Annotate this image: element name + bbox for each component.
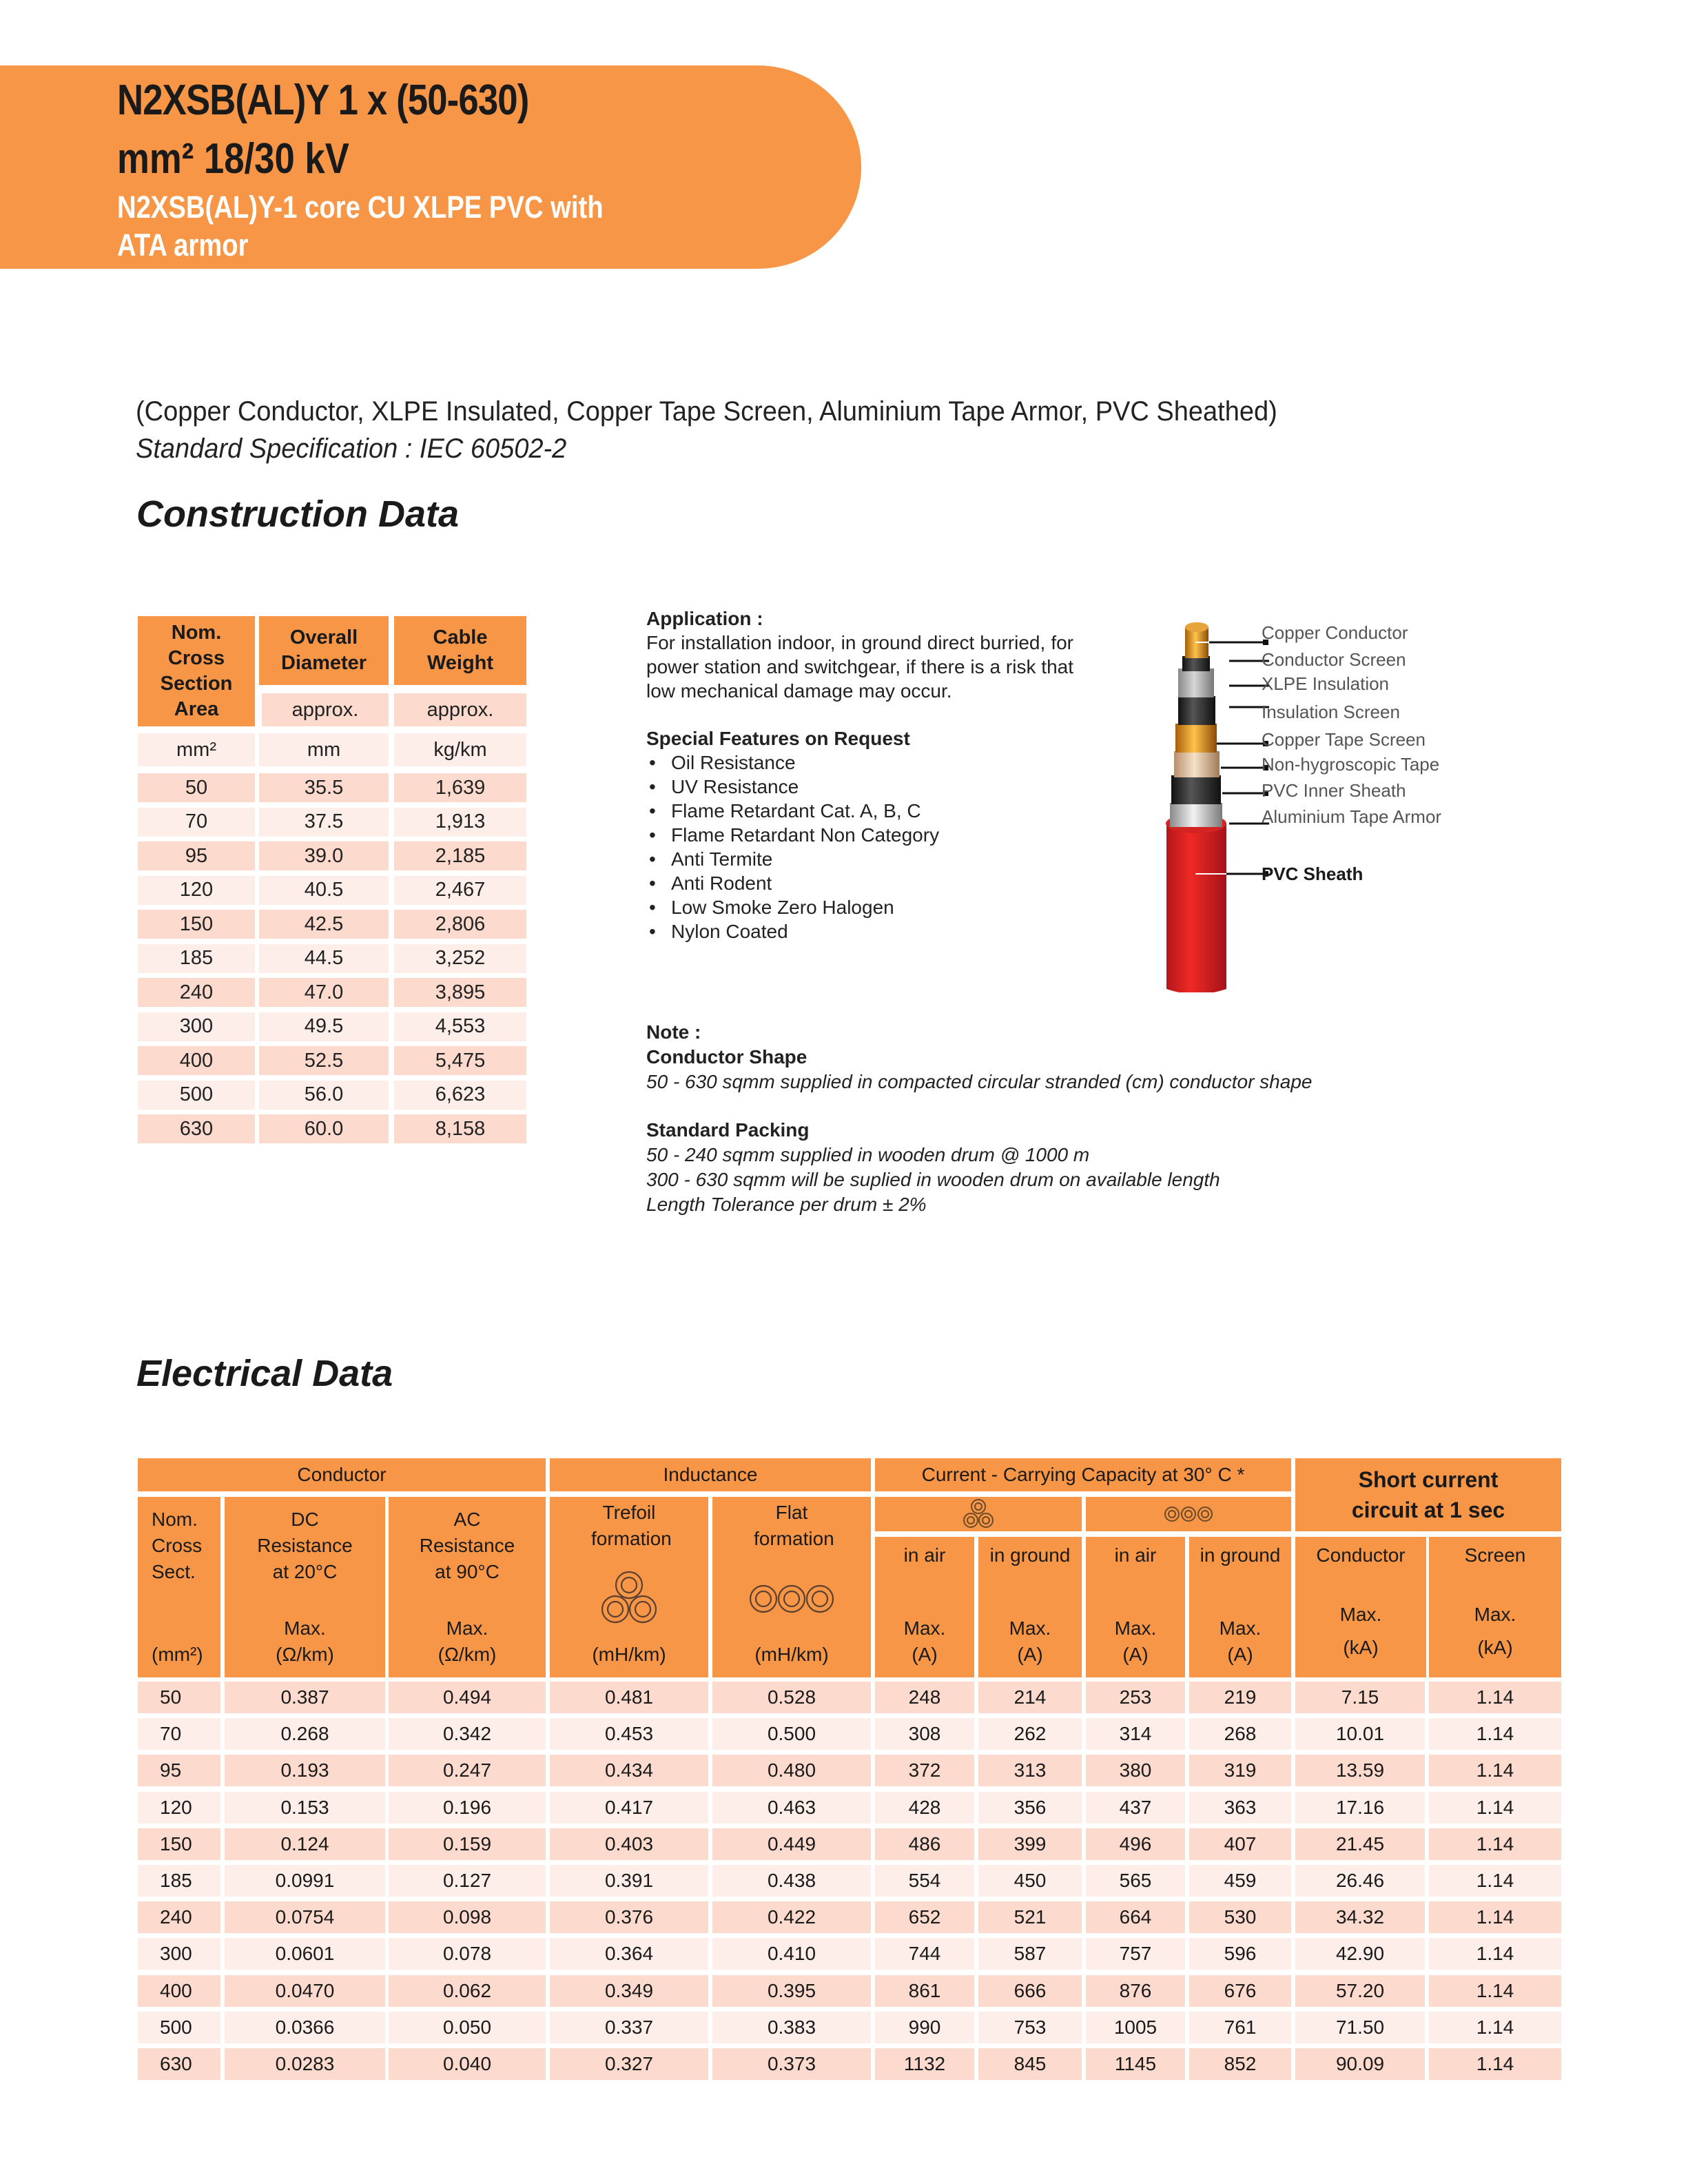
table-cell: 0.268 [225,1718,385,1750]
table-cell: 0.417 [550,1792,708,1824]
table-cell: 300 [138,1938,220,1970]
table-cell: 630 [138,1114,255,1143]
table-cell: 4,553 [394,1012,526,1041]
table-cell: 0.0470 [225,1975,385,2007]
table-cell: 380 [1086,1755,1185,1786]
table-cell: 596 [1189,1938,1291,1970]
table-cell: 1.14 [1429,1718,1561,1750]
special-features-title: Special Features on Request [646,728,910,749]
col-header-in-ground-trefoil: in ground Max. (A) [978,1537,1082,1677]
application-label: Application : [646,608,763,629]
table-cell: 500 [138,1081,255,1110]
table-cell: 0.434 [550,1755,708,1786]
table-cell: 300 [138,1012,255,1041]
table-cell: 0.098 [389,1901,546,1933]
table-cell: 0.395 [712,1975,871,2007]
col-header-trefoil: Trefoil formation (mH/km) [550,1497,708,1677]
table-cell: 876 [1086,1975,1185,2007]
table-cell: 2,467 [394,876,526,905]
feature-item: • Flame Retardant Non Category [646,823,1073,847]
table-cell: 990 [875,2012,974,2043]
table-cell: 407 [1189,1828,1291,1860]
table-cell: 248 [875,1682,974,1713]
table-cell: 42.5 [259,910,389,939]
flat-formation-icon [749,1584,834,1614]
table-cell: 0.500 [712,1718,871,1750]
flat-formation-cell [1086,1497,1291,1531]
feature-item: • Oil Resistance [646,750,1073,775]
table-cell: 1.14 [1429,2048,1561,2080]
table-cell: 0.247 [389,1755,546,1786]
table-cell: 1145 [1086,2048,1185,2080]
col-header-flat: Flat formation (mH/km) [712,1497,871,1677]
product-title-voltage: mm² 18/30 kV [117,135,349,183]
table-cell: 400 [138,1046,255,1075]
table-cell: 554 [875,1865,974,1897]
feature-item: • Low Smoke Zero Halogen [646,895,1073,919]
table-cell: 356 [978,1792,1082,1824]
table-cell: 0.0754 [225,1901,385,1933]
table-cell: 530 [1189,1901,1291,1933]
table-cell: 49.5 [259,1012,389,1041]
conductor-shape-title: Conductor Shape [646,1046,807,1068]
table-cell: 630 [138,2048,220,2080]
table-cell: 7.15 [1295,1682,1425,1713]
table-cell: 8,158 [394,1114,526,1143]
table-cell: 1005 [1086,2012,1185,2043]
table-cell: 52.5 [259,1046,389,1075]
table-cell: 56.0 [259,1081,389,1110]
packing-line: 50 - 240 sqmm supplied in wooden drum @ 1000 m [646,1144,1090,1165]
table-cell: 39.0 [259,841,389,870]
table-cell: 21.45 [1295,1828,1425,1860]
table-cell: 0.196 [389,1792,546,1824]
feature-item: • UV Resistance [646,775,1073,799]
table-cell: 399 [978,1828,1082,1860]
table-cell: 0.0991 [225,1865,385,1897]
table-cell: 1.14 [1429,1901,1561,1933]
table-cell: 2,185 [394,841,526,870]
table-cell: 60.0 [259,1114,389,1143]
table-cell: 0.193 [225,1755,385,1786]
table-cell: 0.127 [389,1865,546,1897]
col-header-nom-cross-section: Nom. Cross Section Area [138,616,255,726]
table-cell: 0.463 [712,1792,871,1824]
layer-label-copper-tape-screen: Copper Tape Screen [1262,729,1426,750]
table-cell: 0.0601 [225,1938,385,1970]
table-cell: 1.14 [1429,1755,1561,1786]
table-cell: 852 [1189,2048,1291,2080]
notes-section [646,1020,1542,1217]
table-cell: 40.5 [259,876,389,905]
col-header-ac-resistance: AC Resistance at 90°C Max. (Ω/km) [389,1497,546,1677]
table-cell: 1132 [875,2048,974,2080]
table-cell: 486 [875,1828,974,1860]
table-cell: 214 [978,1682,1082,1713]
unit-cell: mm² [138,733,255,766]
table-cell: 253 [1086,1682,1185,1713]
table-cell: 1.14 [1429,2012,1561,2043]
table-cell: 240 [138,1901,220,1933]
table-cell: 34.32 [1295,1901,1425,1933]
product-description [136,393,1379,467]
table-cell: 1,913 [394,808,526,837]
table-cell: 652 [875,1901,974,1933]
layer-label-insulation-screen: Insulation Screen [1262,702,1400,722]
table-cell: 6,623 [394,1081,526,1110]
table-cell: 459 [1189,1865,1291,1897]
table-cell: 757 [1086,1938,1185,1970]
table-cell: 120 [138,876,255,905]
table-cell: 0.349 [550,1975,708,2007]
trefoil-formation-icon [962,1498,995,1530]
table-cell: 50 [138,1682,220,1713]
table-cell: 664 [1086,1901,1185,1933]
table-cell: 0.422 [712,1901,871,1933]
table-cell: 0.494 [389,1682,546,1713]
layer-label-pvc-sheath: PVC Sheath [1262,864,1364,884]
table-cell: 0.449 [712,1828,871,1860]
table-cell: 13.59 [1295,1755,1425,1786]
col-header-in-air-flat: in air Max. (A) [1086,1537,1185,1677]
packing-line: Length Tolerance per drum ± 2% [646,1194,927,1215]
table-cell: 0.040 [389,2048,546,2080]
table-cell: 0.050 [389,2012,546,2043]
table-cell: 35.5 [259,773,389,802]
table-cell: 185 [138,1865,220,1897]
table-cell: 2,806 [394,910,526,939]
table-cell: 0.528 [712,1682,871,1713]
table-cell: 50 [138,773,255,802]
table-cell: 0.453 [550,1718,708,1750]
table-cell: 3,895 [394,978,526,1007]
table-cell: 0.373 [712,2048,871,2080]
table-cell: 90.09 [1295,2048,1425,2080]
feature-item: • Anti Termite [646,847,1073,871]
table-cell: 676 [1189,1975,1291,2007]
col-header-cable-weight: Cable Weight [394,616,526,685]
table-cell: 0.438 [712,1865,871,1897]
table-cell: 308 [875,1718,974,1750]
table-cell: 70 [138,808,255,837]
col-header-in-air-trefoil: in air Max. (A) [875,1537,974,1677]
table-cell: 0.153 [225,1792,385,1824]
table-cell: 1.14 [1429,1865,1561,1897]
table-cell: 10.01 [1295,1718,1425,1750]
table-cell: 120 [138,1792,220,1824]
electrical-data-heading: Electrical Data [136,1353,393,1394]
table-cell: 0.0283 [225,2048,385,2080]
layer-label-xlpe-insulation: XLPE Insulation [1262,673,1390,694]
table-cell: 95 [138,1755,220,1786]
table-cell: 450 [978,1865,1082,1897]
col-header-nom-cross-sect: Nom. Cross Sect. (mm²) [138,1497,220,1677]
table-cell: 363 [1189,1792,1291,1824]
col-header-overall-diameter: Overall Diameter [259,616,389,685]
table-cell: 845 [978,2048,1082,2080]
table-cell: 500 [138,2012,220,2043]
table-cell: 150 [138,1828,220,1860]
layer-label-aluminium-tape-armor: Aluminium Tape Armor [1262,806,1442,827]
packing-line: 300 - 630 sqmm will be suplied in wooden drum on available length [646,1169,1220,1190]
table-cell: 42.90 [1295,1938,1425,1970]
table-cell: 26.46 [1295,1865,1425,1897]
table-cell: 150 [138,910,255,939]
table-cell: 47.0 [259,978,389,1007]
layer-label-non-hygroscopic-tape: Non-hygroscopic Tape [1262,754,1440,775]
group-header-short-circuit: Short current circuit at 1 sec [1295,1458,1561,1531]
standard-spec: Standard Specification : IEC 60502-2 [136,433,567,464]
table-cell: 262 [978,1718,1082,1750]
table-cell: 0.337 [550,2012,708,2043]
table-cell: 0.062 [389,1975,546,2007]
table-cell: 0.364 [550,1938,708,1970]
table-cell: 0.327 [550,2048,708,2080]
table-cell: 1.14 [1429,1828,1561,1860]
special-features-list [646,750,1073,943]
table-cell: 437 [1086,1792,1185,1824]
table-cell: 0.387 [225,1682,385,1713]
col-header-sc-conductor: Conductor Max. (kA) [1295,1537,1426,1677]
trefoil-formation-icon [600,1570,658,1625]
product-subtitle: N2XSB(AL)Y-1 core CU XLPE PVC with [117,190,604,225]
table-cell: 0.342 [389,1718,546,1750]
table-cell: 428 [875,1792,974,1824]
table-cell: 319 [1189,1755,1291,1786]
table-cell: 1.14 [1429,1682,1561,1713]
construction-data-heading: Construction Data [136,493,460,535]
note-label: Note : [646,1021,701,1043]
table-cell: 70 [138,1718,220,1750]
table-cell: 1,639 [394,773,526,802]
table-cell: 1.14 [1429,1938,1561,1970]
table-cell: 1.14 [1429,1792,1561,1824]
qualifier-approx: approx. [262,693,389,726]
table-cell: 565 [1086,1865,1185,1897]
product-subtitle-cont: ATA armor [117,227,249,263]
table-cell: 744 [875,1938,974,1970]
construction-summary: (Copper Conductor, XLPE Insulated, Copper Tape Screen, Aluminium Tape Armor, PVC Sheathed) [136,396,1277,427]
table-cell: 0.403 [550,1828,708,1860]
table-cell: 0.159 [389,1828,546,1860]
table-cell: 496 [1086,1828,1185,1860]
table-cell: 185 [138,944,255,973]
table-cell: 0.376 [550,1901,708,1933]
qualifier-approx: approx. [394,693,526,726]
table-cell: 44.5 [259,944,389,973]
table-cell: 219 [1189,1682,1291,1713]
table-cell: 587 [978,1938,1082,1970]
table-cell: 37.5 [259,808,389,837]
group-header-current-capacity: Current - Carrying Capacity at 30° C * [875,1458,1291,1491]
table-cell: 761 [1189,2012,1291,2043]
col-header-dc-resistance: DC Resistance at 20°C Max. (Ω/km) [225,1497,385,1677]
table-cell: 0.383 [712,2012,871,2043]
table-cell: 0.481 [550,1682,708,1713]
col-header-in-ground-flat: in ground Max. (A) [1189,1537,1291,1677]
table-cell: 95 [138,841,255,870]
trefoil-formation-cell [875,1497,1082,1531]
table-cell: 753 [978,2012,1082,2043]
table-cell: 0.124 [225,1828,385,1860]
table-cell: 1.14 [1429,1975,1561,2007]
group-header-inductance: Inductance [550,1458,871,1491]
standard-packing-title: Standard Packing [646,1119,810,1141]
conductor-shape-text: 50 - 630 sqmm supplied in compacted circular stranded (cm) conductor shape [646,1071,1313,1092]
table-cell: 71.50 [1295,2012,1425,2043]
layer-label-copper-conductor: Copper Conductor [1262,622,1408,643]
table-cell: 240 [138,978,255,1007]
feature-item: • Nylon Coated [646,919,1073,943]
unit-cell: kg/km [394,733,526,766]
table-cell: 666 [978,1975,1082,2007]
table-cell: 313 [978,1755,1082,1786]
table-cell: 521 [978,1901,1082,1933]
table-cell: 0.078 [389,1938,546,1970]
table-cell: 0.410 [712,1938,871,1970]
table-cell: 17.16 [1295,1792,1425,1824]
group-header-conductor: Conductor [138,1458,546,1491]
application-text: For installation indoor, in ground direct burried, for power station and switchgear, if there is a risk that low mechanical damage may occur. [646,632,1073,702]
table-cell: 5,475 [394,1046,526,1075]
table-cell: 400 [138,1975,220,2007]
table-cell: 314 [1086,1718,1185,1750]
table-cell: 0.0366 [225,2012,385,2043]
feature-item: • Flame Retardant Cat. A, B, C [646,799,1073,823]
table-cell: 57.20 [1295,1975,1425,2007]
feature-item: • Anti Rodent [646,871,1073,895]
table-cell: 3,252 [394,944,526,973]
table-cell: 268 [1189,1718,1291,1750]
table-cell: 372 [875,1755,974,1786]
col-header-sc-screen: Screen Max. (kA) [1429,1537,1561,1677]
table-cell: 861 [875,1975,974,2007]
unit-cell: mm [259,733,389,766]
flat-formation-icon [1164,1505,1213,1523]
product-title: N2XSB(AL)Y 1 x (50-630) [117,76,529,124]
layer-label-conductor-screen: Conductor Screen [1262,649,1406,670]
table-cell: 0.391 [550,1865,708,1897]
application-section [646,606,1073,943]
layer-label-pvc-inner-sheath: PVC Inner Sheath [1262,780,1406,801]
table-cell: 0.480 [712,1755,871,1786]
